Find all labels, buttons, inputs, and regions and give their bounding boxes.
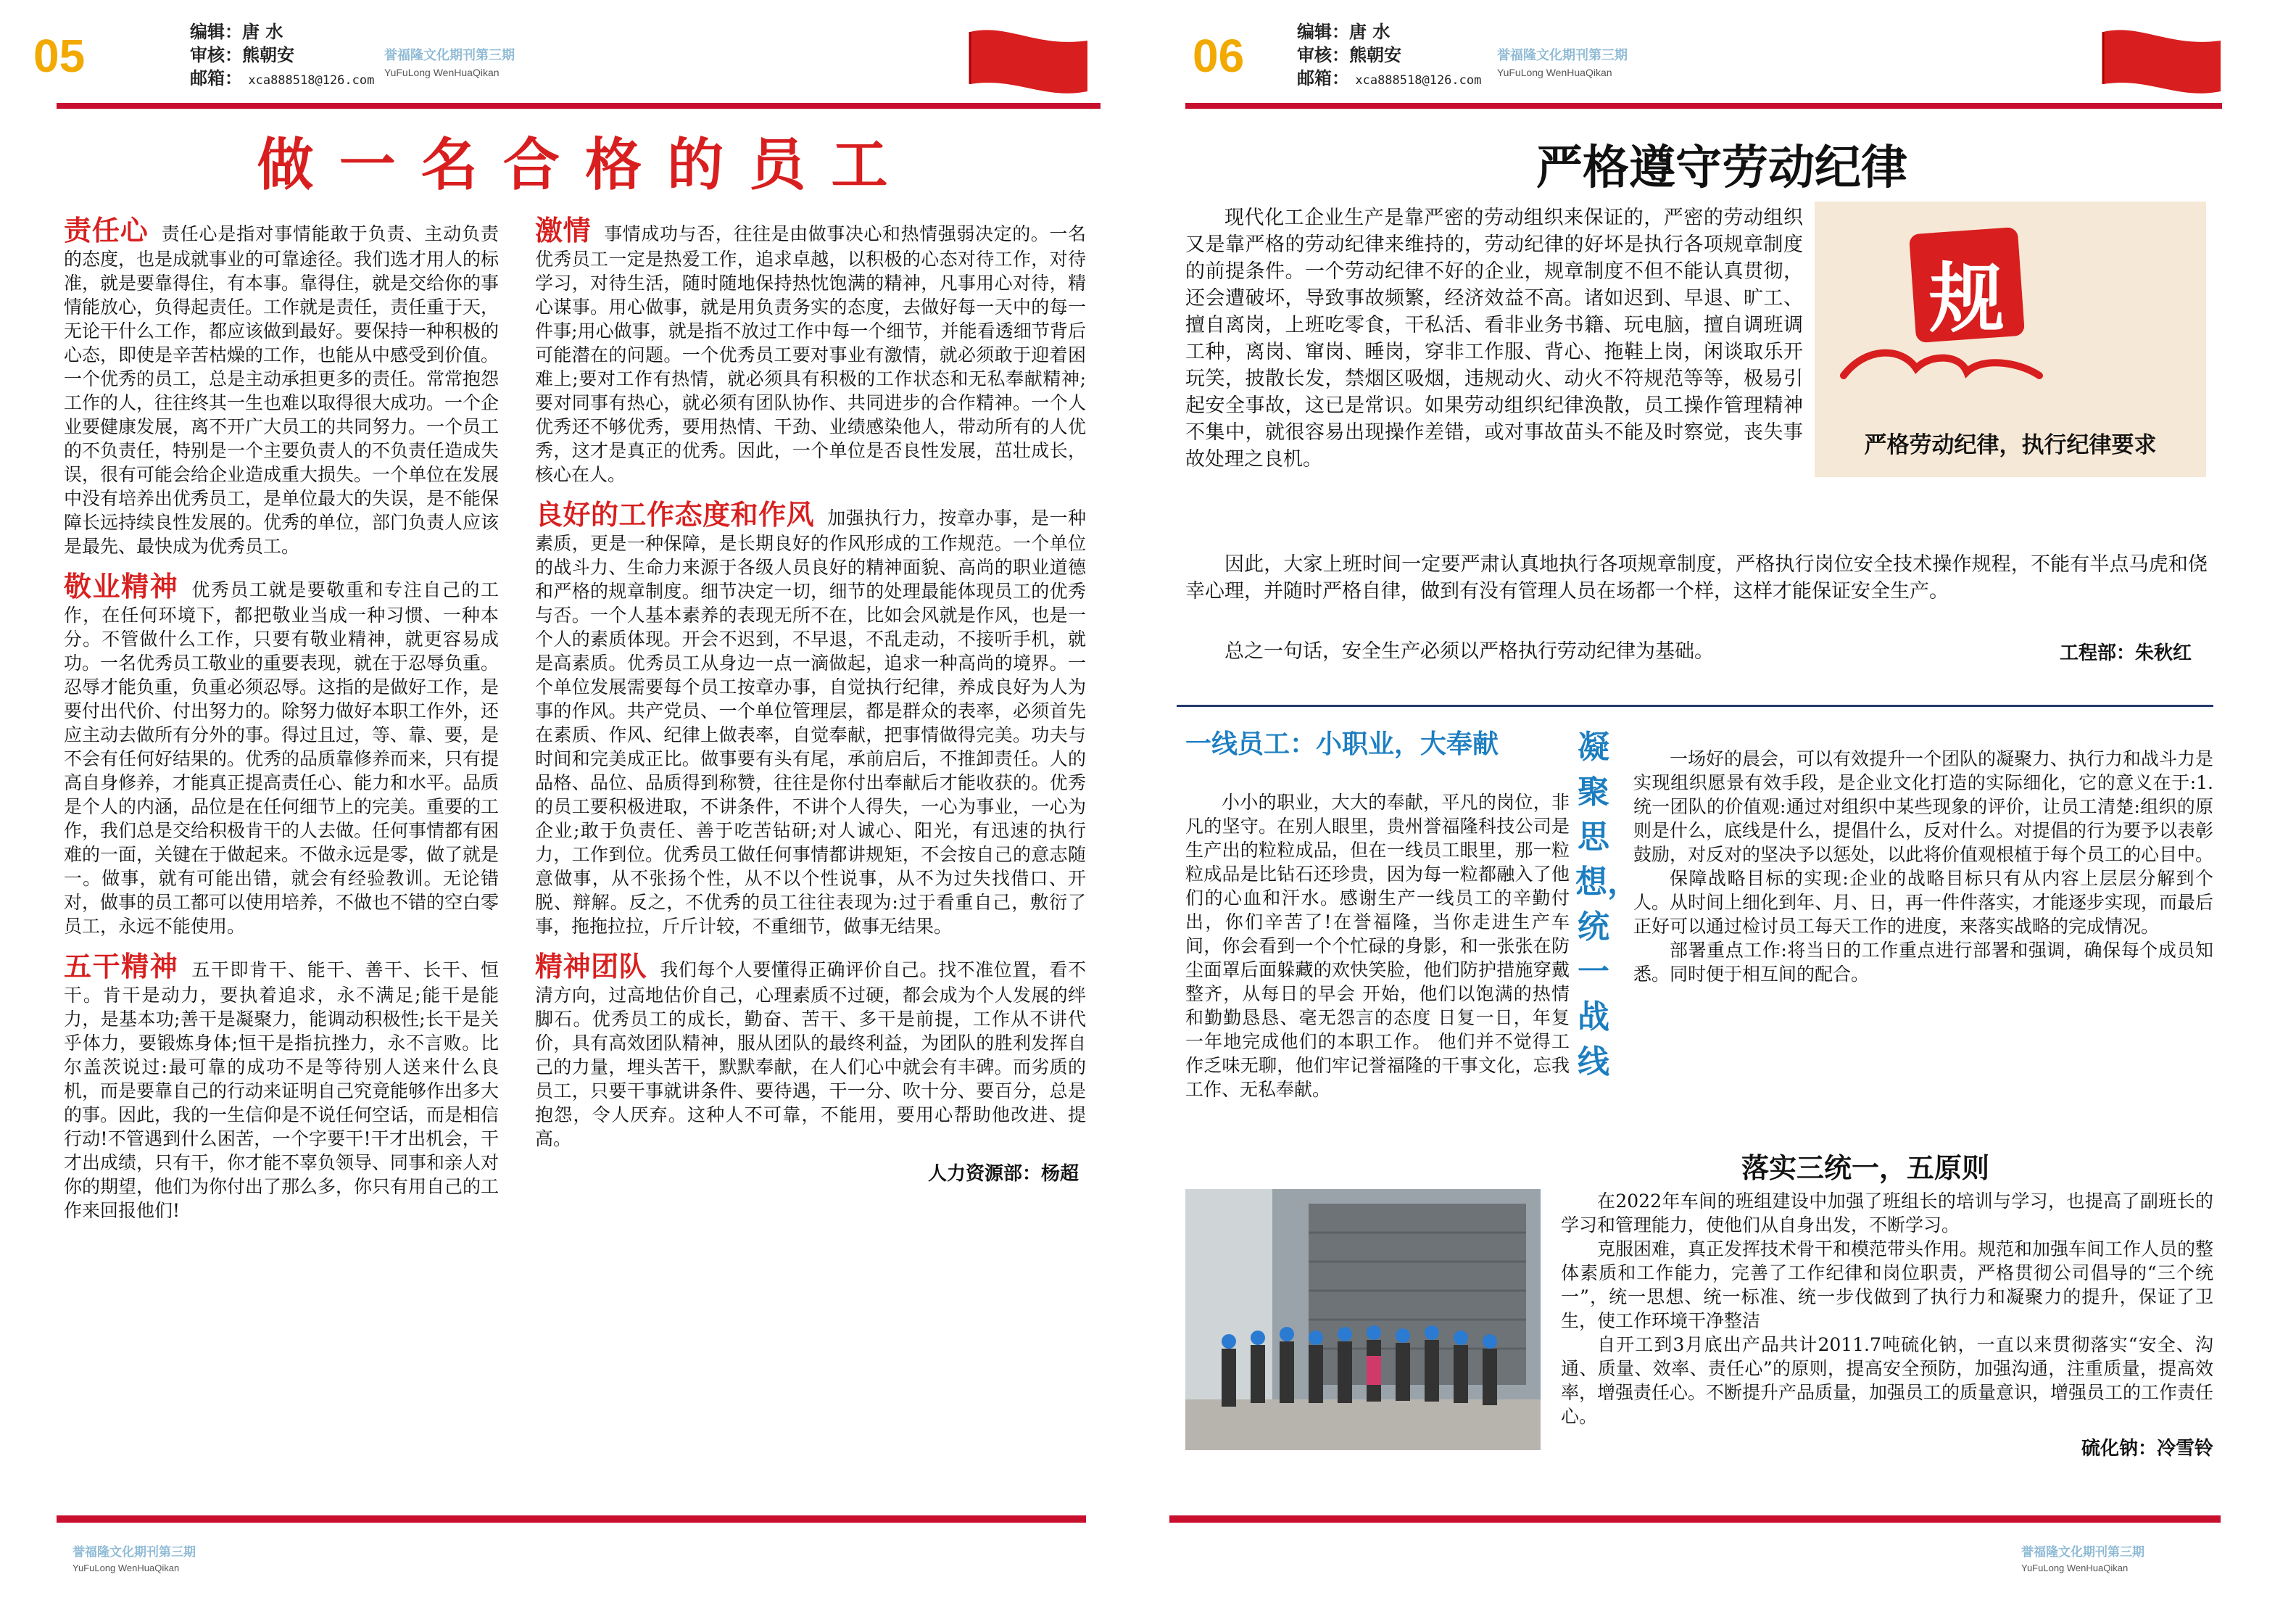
section-heading: 激情 <box>535 215 592 247</box>
vertical-title: 凝聚思想，统一战线 <box>1575 729 1639 1080</box>
unify-para-1: 一场好的晨会，可以有效提升一个团队的凝聚力、执行力和战斗力是实现组织愿景有效手段，是企业文化打造的实际细化，它的意义在于:1.统一团队的价值观:通过对组织中某些现象的评价，让员工清楚:组织的原则是什么，底线是什么，提倡什么，反对什么。对提倡的行为要予以表彰鼓励，对反对的坚决予以惩处，以此将价值观根植于每个员工的心目中。 <box>1633 748 2214 865</box>
section-heading: 敬业精神 <box>64 571 179 603</box>
email-line: 邮箱： xca888518@126.com <box>190 68 375 88</box>
three-signature: 硫化钠：冷雪铃 <box>2081 1438 2213 1460</box>
brand-en: YuFuLong WenHuaQikan <box>384 67 500 78</box>
masthead-meta <box>190 20 374 92</box>
discipline-para-1: 现代化工企业生产是靠严密的劳动组织来保证的，严密的劳动组织又是靠严格的劳动纪律来维持的，劳动纪律的好坏是执行各项规章制度的前提条件。一个劳动纪律不好的企业，规章制度不但不能认真贯彻，还会遭破坏，导致事故频繁，经济效益不高。诸如迟到、早退、旷工、擅自离岗，上班吃零食，干私活、看非业务书籍、玩电脑，擅自调班调工种，离岗、窜岗、睡岗，穿非工作服、背心、拖鞋上岗，闲谈取乐开玩笑，披散长发，禁烟区吸烟，违规动火、动火不符规范等等，极易引起安全事故，这已是常识。如果劳动组织纪律涣散，员工操作管理精神不集中，就很容易出现操作差错，或对事故苗头不能及时察觉，丧失事故处理之良机。 <box>1185 207 1803 471</box>
footer-rule <box>1169 1515 2221 1523</box>
section-body: 我们每个人要懂得正确评价自己。找不准位置，看不清方向，过高地估价自己，心理素质不过硬，都会成为个人发展的绊脚石。优秀员工的成长，勤奋、苦干、多干是前提，工作从不讲代价，具有高效团队精神，服从团队的最终利益，为团队的胜利发挥自己的力量，埋头苦干，默默奉献，在人们心中就会有丰碑。而劣质的员工，只要干事就讲条件、要待遇，干一分、吹十分、要百分，总是抱怨，令人厌弃。这种人不可靠，不能用，要用心帮助他改进、提高。 <box>535 959 1086 1149</box>
three-block <box>1561 1189 2213 1461</box>
reviewer-line: 审核：熊朝安 <box>1297 45 1401 65</box>
section-heading: 精神团队 <box>535 951 647 982</box>
workshop-photo <box>1185 1189 1541 1450</box>
three-para-2: 克服困难，真正发挥技术骨干和模范带头作用。规范和加强车间工作人员的整体素质和工作能力，完善了工作纪律和岗位职责，严格贯彻公司倡导的“三个统一”，统一思想、统一标准、统一步伐做到了执行力和凝聚力的提升，保证了卫生，使工作环境干净整洁 <box>1561 1238 2214 1331</box>
unify-block <box>1633 747 2213 986</box>
section-body: 事情成功与否，往往是由做事决心和热情强弱决定的。一名优秀员工一定是热爱工作，追求卓越，以积极的心态对待工作，对待学习，对待生活，随时随地保持热忱饱满的精神，凡事用心对待，精心谋事。用心做事，就是用负责务实的态度，去做好每一天中的每一件事;用心做事，就是指不放过工作中每一个细节，并能看透细节背后可能潜在的问题。一个优秀员工要对事业有激情，就必须敢于迎着困难上;要对工作有热情，就必须具有积极的工作状态和无私奉献精神;要对同事有热心，就必须有团队协作、共同进步的合作精神。一个人优秀还不够优秀，要用热情、干劲、业绩感染他人，带动所有的人优秀，这才是真正的优秀。因此，一个单位是否良性发展，茁壮成长，核心在人。 <box>535 223 1086 485</box>
section-passion <box>535 214 1086 487</box>
masthead-meta <box>1297 20 1481 92</box>
page-number: 06 <box>1193 30 1245 82</box>
email-address: xca888518@126.com <box>1355 73 1482 88</box>
section-divider <box>1177 705 2213 707</box>
seal-char: 规 <box>1928 254 2005 343</box>
page-title: 做 一 名 合 格 的 员 工 <box>257 133 891 198</box>
section-heading: 责任心 <box>64 215 149 247</box>
rules-caption: 严格劳动纪律，执行纪律要求 <box>1864 432 2157 458</box>
email-line: 邮箱： xca888518@126.com <box>1297 68 1482 88</box>
section-work-attitude <box>535 498 1086 938</box>
brand-cn: 誉福隆文化期刊第三期 <box>384 48 515 62</box>
editor-line: 编辑：唐 水 <box>190 22 283 42</box>
masthead-brand <box>1497 45 1628 78</box>
footer-brand: 誉福隆文化期刊第三期 YuFuLong WenHuaQikan <box>2021 1545 2144 1573</box>
section-body: 优秀员工就是要敬重和专注自己的工作，在任何环境下，都把敬业当成一种习惯、一种本分。不管做什么工作，只要有敬业精神，就更容易成功。一名优秀员工敬业的重要表现，就在于忍辱负重。忍辱才能负重，负重必须忍辱。这指的是做好工作，是要付出代价、付出努力的。除努力做好本职工作外，还应主动去做所有分外的事。得过且过，等、靠、要，是不会有任何好结果的。优秀的品质靠修养而来，只有提高自身修养，才能真正提高责任心、能力和水平。品质是个人的内涵，品位是在任何细节上的完美。重要的工作，我们总是交给积极肯干的人去做。任何事情都有困难的一面，关键在于做起来。不做永远是零，做了就是一。做事，就有可能出错，就会有经验教训。无论错对，做事的员工都可以使用培养，不做也不错的空白零员工，永远不能使用。 <box>64 579 500 937</box>
section-dedication <box>64 570 499 938</box>
page-number: 05 <box>33 30 86 82</box>
discipline-para-3: 总之一句话，安全生产必须以严格执行劳动纪律为基础。 <box>1224 640 1714 663</box>
section-body: 五干即肯干、能干、善干、长干、恒干。肯干是动力，要执着追求，永不满足;能干是能力，是基本功;善干是凝聚力，能调动积极性;长干是关乎体力，要锻炼身体;恒干是指抗挫力，永不言败。比尔盖茨说过:最可靠的成功不是等待别人送来什么良机，而是要靠自己的行动来证明自己究竟能够作出多大的事。因此，我的一生信仰是不说任何空话，而是相信行动!不管遇到什么困苦，一个字要干!干才出机会，干才出成绩，只有干，你才能不辜负领导、同事和亲人对你的期望，他们为你付出了那么多，你只有用自己的工作来回报他们! <box>64 959 500 1221</box>
three-heading: 落实三统一，五原则 <box>1741 1152 1989 1184</box>
page-06 <box>1148 0 2296 1622</box>
right-column <box>535 214 1086 1186</box>
header-rule <box>1185 103 2222 109</box>
brand-cn: 誉福隆文化期刊第三期 <box>1497 48 1628 62</box>
editor-line: 编辑：唐 水 <box>1297 22 1391 42</box>
unify-para-2: 保障战略目标的实现:企业的战略目标只有从内容上层层分解到个人。从时间上细化到年、月、日，再一件件落实，才能逐步实现，而最后正好可以通过检讨员工每天工作的进度，来落实战略的完成情况。 <box>1633 868 2214 937</box>
header-rule <box>57 103 1101 109</box>
signature: 人力资源部：杨超 <box>927 1163 1079 1185</box>
section-body: 责任心是指对事情能敢于负责、主动负责的态度，也是成就事业的可靠途径。我们选才用人的标准，就是要靠得住，有本事。靠得住，就是交给你的事情能放心，负得起责任。工作就是责任，责任重于天，无论干什么工作，都应该做到最好。要保持一种积极的心态，即使是辛苦枯燥的工作，也能从中感受到价值。一个优秀的员工，总是主动承担更多的责任。常常抱怨工作的人，往往终其一生也难以取得很大成功。一个企业要健康发展，离不开广大员工的共同努力。一个员工的不负责任，特别是一个主要负责人的不负责任造成失误，很有可能会给企业造成重大损失。一个单位在发展中没有培养出优秀员工，是单位最大的失误，是不能保障长远持续良性发展的。优秀的单位，部门负责人应该是最先、最快成为优秀员工。 <box>64 223 500 557</box>
email-address: xca888518@126.com <box>248 73 375 88</box>
section-body: 加强执行力，按章办事，是一种素质，更是一种保障，是长期良好的作风形成的工作规范。一个单位的战斗力、生命力来源于各级人员良好的精神面貌、高尚的职业道德和严格的规章制度。细节决定一切，细节的处理最能体现员工的优秀与否。一个人基本素养的表现无所不在，比如会风就是作风，也是一个人的素质体现。开会不迟到，不早退，不乱走动，不接听手机，就是高素质。优秀员工从身边一点一滴做起，追求一种高尚的境界。一个单位发展需要每个员工按章办事，自觉执行纪律，养成良好为人为事的作风。共产党员、一个单位管理层，都是群众的表率，必须首先在素质、作风、纪律上做表率，自觉奉献，把事情做得完美。功夫与时间和完美成正比。做事要有头有尾，承前启后，不推卸责任。人的品格、品位、品质得到称赞，往往是你付出奉献后才能收获的。优秀的员工要积极进取，不讲条件，不讲个人得失，一心为事业，一心为企业;敢于负责任、善于吃苦钻研;对人诚心、阳光，有迅速的执行力，工作到位。优秀员工做任何事情都讲规矩，不会按自己的意志随意做事，从不张扬个性，从不以个性说事，从不为过失找借口、开脱、辩解。反之，不优秀的员工往往表现为:过于看重自己，敷衍了事，拖拖拉拉，斤斤计较，不重细节，做事无结果。 <box>535 508 1086 937</box>
rules-graphic <box>1815 202 2206 477</box>
frontline-body: 小小的职业，大大的奉献，平凡的岗位，非凡的坚守。在别人眼里，贵州誉福隆科技公司是生产出的粒粒成品，但在一线员工眼里，那一粒粒成品是比钻石还珍贵，因为每一粒都融入了他们的心血和汗水。感谢生产一线员工的辛勤付出，你们辛苦了!在誉福隆，当你走进生产车间，你会看到一个个忙碌的身影，和一张张在防尘面罩后面躲藏的欢快笑脸，他们防护措施穿戴整齐，从每日的早会 开始，他们以饱满的热情和勤勤恳恳、毫无怨言的态度 日复一日，年复一年地完成他们的本职工作。 他们并不觉得工作乏味无聊，他们牢记誉福隆的干事文化，忘我工作、无私奉献。 <box>1185 792 1570 1100</box>
frontline-heading: 一线员工：小职业，大奉献 <box>1185 729 1499 759</box>
section-five-gan <box>64 950 499 1222</box>
footer-brand: 誉福隆文化期刊第三期 YuFuLong WenHuaQikan <box>72 1545 196 1573</box>
red-flag-icon <box>2097 26 2228 106</box>
reviewer-line: 审核：熊朝安 <box>190 45 294 65</box>
section-heading: 五干精神 <box>64 951 179 982</box>
unify-para-3: 部署重点工作:将当日的工作重点进行部署和强调，确保每个成员知悉。同时便于相互间的配合。 <box>1633 940 2213 985</box>
footer-rule <box>57 1515 1086 1523</box>
cloud-swirl-icon <box>1836 339 2054 390</box>
three-para-1: 在2022年车间的班组建设中加强了班组长的培训与学习，也提高了副班长的学习和管理能力，使他们从自身出发，不断学习。 <box>1561 1191 2213 1236</box>
discipline-signature: 工程部：朱秋红 <box>2059 642 2192 664</box>
brand-en: YuFuLong WenHuaQikan <box>1497 67 1612 78</box>
section-responsibility <box>64 214 499 558</box>
masthead-brand <box>384 45 515 78</box>
red-flag-icon <box>964 26 1095 106</box>
three-para-3: 自开工到3月底出产品共计2011.7吨硫化钠，一直以来贯彻落实“安全、沟通、质量、效率、责任心”的原则，提高安全预防，加强沟通，注重质量，提高效率，增强责任心。不断提升产品质量，加强员工的质量意识，增强员工的工作责任心。 <box>1561 1334 2214 1427</box>
discipline-para-2: 因此，大家上班时间一定要严肃认真地执行各项规章制度，严格执行岗位安全技术操作规程，不能有半点马虎和侥幸心理，并随时严格自律，做到有没有管理人员在场都一个样，这样才能保证安全生产。 <box>1185 553 2208 603</box>
section-heading: 良好的工作态度和作风 <box>535 499 815 531</box>
page-title: 严格遵守劳动纪律 <box>1536 141 1907 195</box>
section-team-spirit <box>535 950 1086 1151</box>
left-column <box>64 214 499 1234</box>
